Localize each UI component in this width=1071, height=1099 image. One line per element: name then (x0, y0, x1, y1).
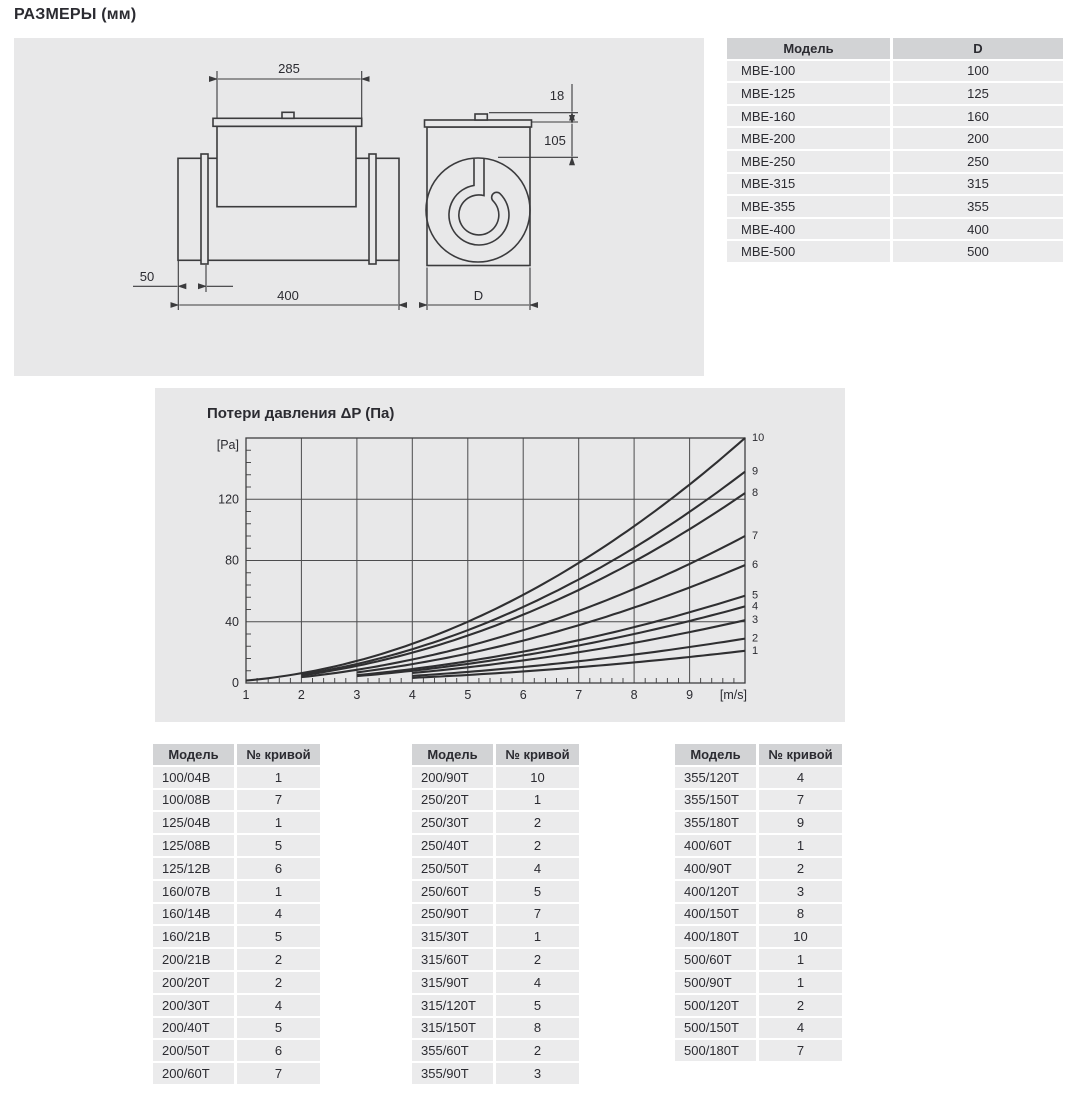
table-cell-model: 250/90Т (412, 904, 493, 925)
table-cell-value: 315 (893, 174, 1063, 195)
table-cell-value: 1 (237, 812, 320, 833)
table-cell-model: МВЕ-250 (727, 151, 890, 172)
table-cell-model: МВЕ-125 (727, 83, 890, 104)
front-lid-plate (425, 120, 532, 127)
table-cell-model: МВЕ-500 (727, 241, 890, 262)
table-cell-value: 5 (237, 1018, 320, 1039)
table-cell-model: МВЕ-400 (727, 219, 890, 240)
table-cell-model: 315/150Т (412, 1018, 493, 1039)
duct-opening-circle (426, 158, 530, 262)
table-cell-value: 1 (237, 767, 320, 788)
table-cell-value: 250 (893, 151, 1063, 172)
y-axis-unit-label: [Pa] (216, 438, 239, 452)
curve-number-label-8: 8 (752, 487, 759, 500)
x-tick-label-8: 8 (630, 688, 638, 702)
table-cell-value: 4 (237, 995, 320, 1016)
y-tick-label-40: 40 (225, 614, 239, 629)
x-tick-label-6: 6 (519, 688, 527, 702)
table-cell-value: 8 (759, 904, 842, 925)
dimensions-diagram-panel (14, 38, 704, 376)
x-tick-label-9: 9 (686, 688, 694, 702)
lid-knob-side (282, 112, 294, 118)
table-header-cell: № кривой (496, 744, 579, 765)
table-cell-model: 355/120Т (675, 767, 756, 788)
curve-table-2 (412, 744, 579, 1084)
table-cell-model: 200/90Т (412, 767, 493, 788)
table-cell-value: 5 (237, 926, 320, 947)
table-header-cell: Модель (153, 744, 234, 765)
x-tick-label-1: 1 (242, 688, 250, 702)
pressure-curve-10 (246, 438, 745, 681)
table-cell-model: 200/50Т (153, 1040, 234, 1061)
table-cell-value: 1 (237, 881, 320, 902)
dim-50-label: 50 (139, 269, 155, 284)
table-cell-model: 100/08В (153, 790, 234, 811)
table-cell-value: 1 (759, 949, 842, 970)
table-header-cell: Модель (675, 744, 756, 765)
table-cell-model: 355/90Т (412, 1063, 493, 1084)
table-cell-value: 9 (759, 812, 842, 833)
table-cell-value: 5 (237, 835, 320, 856)
y-tick-label-80: 80 (225, 553, 239, 568)
table-cell-model: 500/150Т (675, 1018, 756, 1039)
model-diameter-table (727, 38, 1063, 262)
connection-box-lid (213, 118, 362, 126)
table-header-cell: D (893, 38, 1063, 59)
table-cell-value: 5 (496, 995, 579, 1016)
duct-heater-drawing (14, 38, 704, 376)
table-cell-value: 7 (496, 904, 579, 925)
table-cell-value: 2 (237, 972, 320, 993)
table-cell-model: 160/21В (153, 926, 234, 947)
table-cell-value: 4 (496, 972, 579, 993)
table-cell-model: 125/04В (153, 812, 234, 833)
table-cell-model: 315/120Т (412, 995, 493, 1016)
table-cell-model: 500/120Т (675, 995, 756, 1016)
table-header-cell: № кривой (759, 744, 842, 765)
table-cell-model: 200/20Т (153, 972, 234, 993)
table-cell-model: 400/180Т (675, 926, 756, 947)
table-cell-value: 125 (893, 83, 1063, 104)
x-tick-label-3: 3 (353, 688, 361, 702)
dim-d-label: D (473, 288, 484, 303)
table-header-cell: Модель (727, 38, 890, 59)
curve-number-label-4: 4 (752, 600, 759, 613)
x-axis-unit-label: [m/s] (719, 688, 747, 702)
table-cell-model: 355/180Т (675, 812, 756, 833)
table-header-cell: Модель (412, 744, 493, 765)
table-cell-value: 355 (893, 196, 1063, 217)
connection-box (217, 126, 356, 206)
curve-number-label-5: 5 (752, 589, 759, 602)
heating-element-coil (449, 159, 509, 245)
table-cell-model: МВЕ-160 (727, 106, 890, 127)
curve-table-1 (153, 744, 320, 1084)
table-cell-model: 160/14В (153, 904, 234, 925)
table-cell-model: 200/21В (153, 949, 234, 970)
table-cell-value: 500 (893, 241, 1063, 262)
table-cell-value: 2 (237, 949, 320, 970)
x-tick-label-7: 7 (575, 688, 583, 702)
table-cell-model: 160/07В (153, 881, 234, 902)
curve-number-label-3: 3 (752, 614, 759, 627)
table-cell-model: 200/60Т (153, 1063, 234, 1084)
table-cell-value: 1 (759, 835, 842, 856)
table-cell-model: 500/90Т (675, 972, 756, 993)
table-cell-value: 2 (759, 995, 842, 1016)
table-cell-value: 6 (237, 1040, 320, 1061)
table-cell-value: 5 (496, 881, 579, 902)
curve-number-label-10: 10 (752, 432, 765, 444)
dim-285-extension-lines (217, 71, 362, 118)
table-cell-value: 1 (496, 790, 579, 811)
table-cell-model: 250/20Т (412, 790, 493, 811)
pressure-loss-chart-panel (155, 388, 845, 722)
table-cell-value: 7 (759, 790, 842, 811)
table-cell-model: 250/60Т (412, 881, 493, 902)
pressure-loss-chart (155, 388, 845, 722)
curve-number-label-1: 1 (752, 644, 759, 657)
curve-table-3 (675, 744, 842, 1061)
x-tick-label-2: 2 (297, 688, 305, 702)
table-cell-value: 100 (893, 61, 1063, 82)
y-tick-label-0: 0 (232, 676, 239, 690)
curve-number-label-6: 6 (752, 559, 759, 572)
table-cell-model: 250/30Т (412, 812, 493, 833)
table-cell-value: 1 (496, 926, 579, 947)
curve-number-label-7: 7 (752, 530, 759, 542)
table-cell-value: 7 (759, 1040, 842, 1061)
x-tick-label-5: 5 (464, 688, 472, 702)
table-cell-model: 200/40Т (153, 1018, 234, 1039)
table-cell-model: 500/180Т (675, 1040, 756, 1061)
pressure-curve-4 (357, 606, 745, 676)
table-cell-model: 355/60Т (412, 1040, 493, 1061)
table-cell-model: 315/30Т (412, 926, 493, 947)
table-cell-value: 1 (759, 972, 842, 993)
table-cell-model: МВЕ-200 (727, 128, 890, 149)
table-cell-value: 2 (496, 812, 579, 833)
table-cell-value: 6 (237, 858, 320, 879)
table-cell-model: 400/150Т (675, 904, 756, 925)
flange-left (201, 154, 208, 264)
table-header-cell: № кривой (237, 744, 320, 765)
table-cell-value: 10 (759, 926, 842, 947)
curve-number-label-2: 2 (752, 632, 759, 645)
table-cell-value: 10 (496, 767, 579, 788)
table-cell-model: МВЕ-315 (727, 174, 890, 195)
table-cell-value: 7 (237, 790, 320, 811)
table-cell-value: 160 (893, 106, 1063, 127)
table-cell-model: 400/60Т (675, 835, 756, 856)
table-cell-value: 2 (496, 1040, 579, 1061)
table-cell-model: 315/60Т (412, 949, 493, 970)
chart-title: Потери давления ΔP (Па) (207, 405, 395, 422)
table-cell-value: 2 (496, 835, 579, 856)
dim-18-label: 18 (549, 88, 565, 103)
table-cell-value: 3 (496, 1063, 579, 1084)
table-cell-model: 315/90Т (412, 972, 493, 993)
page-title: РАЗМЕРЫ (мм) (14, 6, 137, 23)
x-tick-label-4: 4 (408, 688, 416, 702)
table-cell-value: 4 (759, 1018, 842, 1039)
dim-105-label: 105 (544, 133, 566, 148)
lid-knob-front (475, 114, 487, 120)
table-cell-model: 125/12В (153, 858, 234, 879)
table-cell-model: 400/120Т (675, 881, 756, 902)
table-cell-value: 400 (893, 219, 1063, 240)
table-cell-value: 8 (496, 1018, 579, 1039)
table-cell-value: 2 (496, 949, 579, 970)
table-cell-model: 250/50Т (412, 858, 493, 879)
table-cell-value: 2 (759, 858, 842, 879)
table-cell-value: 4 (759, 767, 842, 788)
table-cell-model: 125/08В (153, 835, 234, 856)
table-cell-value: 4 (237, 904, 320, 925)
table-cell-model: 250/40Т (412, 835, 493, 856)
table-cell-model: 100/04В (153, 767, 234, 788)
dim-400-label: 400 (277, 288, 299, 303)
dim-285-label: 285 (278, 61, 300, 76)
flange-right (369, 154, 376, 264)
table-cell-value: 200 (893, 128, 1063, 149)
table-cell-model: 355/150Т (675, 790, 756, 811)
y-tick-label-120: 120 (218, 492, 239, 507)
table-cell-model: МВЕ-100 (727, 61, 890, 82)
table-cell-model: 500/60Т (675, 949, 756, 970)
table-cell-value: 7 (237, 1063, 320, 1084)
table-cell-model: 200/30Т (153, 995, 234, 1016)
table-cell-model: МВЕ-355 (727, 196, 890, 217)
curve-number-label-9: 9 (752, 465, 759, 478)
table-cell-model: 400/90Т (675, 858, 756, 879)
table-cell-value: 4 (496, 858, 579, 879)
table-cell-value: 3 (759, 881, 842, 902)
